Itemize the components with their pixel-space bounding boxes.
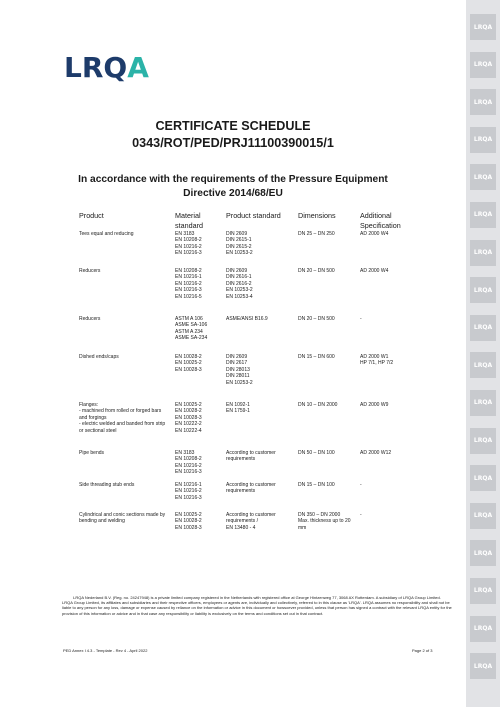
- row-6-product: Pipe bends: [79, 450, 105, 456]
- row-6-material: EN 3183 EN 10208-2 EN 10216-2 EN 10216-3: [175, 450, 202, 476]
- row-5-product: Flanges: - machined from rolled or forged bars and forgings - electric welded and banded from strip or sectional steel: [79, 402, 166, 434]
- row-2-standard: DIN 2609 DIN 2616-1 DIN 2616-2 EN 10253-2 EN 10253-4: [226, 268, 253, 300]
- row-7-material: EN 10216-1 EN 10216-2 EN 10216-3: [175, 482, 202, 501]
- row-4-product: Dished ends/caps: [79, 354, 119, 360]
- lrqa-strip-tile: LRQA: [470, 428, 496, 454]
- row-6-dimensions: DN 50 – DN 100: [298, 450, 335, 456]
- row-4-standard: DIN 2609 DIN 2617 DIN 28013 DIN 28011 EN 10253-2: [226, 354, 253, 386]
- side-brand-strip: [466, 0, 500, 707]
- row-5-additional: AD 2000 W9: [360, 402, 389, 408]
- lrqa-strip-tile: LRQA: [470, 89, 496, 115]
- row-8-standard: According to customer requirements / EN 13480 - 4: [226, 512, 276, 531]
- row-1-standard: DIN 2609 DIN 2615-1 DIN 2615-2 EN 10253-2: [226, 231, 253, 257]
- row-1-product: Tees equal and reducing: [79, 231, 134, 237]
- row-2-dimensions: DN 20 – DN 500: [298, 268, 335, 274]
- row-7-dimensions: DN 15 – DN 100: [298, 482, 335, 488]
- lrqa-strip-tile: LRQA: [470, 240, 496, 266]
- lrqa-strip-tile: LRQA: [470, 277, 496, 303]
- row-1-dimensions: DN 25 – DN 250: [298, 231, 335, 237]
- row-4-additional: AD 2000 W1 HP 7/1, HP 7/2: [360, 354, 394, 367]
- lrqa-strip-tile: LRQA: [470, 52, 496, 78]
- certificate-number: 0343/ROT/PED/PRJ11100390015/1: [132, 136, 334, 150]
- lrqa-strip-tile: LRQA: [470, 127, 496, 153]
- footer-template-ref: PED Annex I 4.3 - Template - Rev 4 - April 2022: [63, 648, 148, 653]
- row-3-dimensions: DN 20 – DN 500: [298, 316, 335, 322]
- row-7-standard: According to customer requirements: [226, 482, 276, 495]
- row-4-material: EN 10028-2 EN 10025-2 EN 10028-3: [175, 354, 202, 373]
- lrqa-strip-tile: LRQA: [470, 503, 496, 529]
- footer-page-number: Page 2 of 3: [412, 648, 433, 653]
- footnote-company: LRQA Nederland B.V. (Reg. no. 24247948) is a private limited company registered in the Netherlands with registered office at George Hintzenweg 77, 3068 AX Rotterdam. A subsidiary of LRQA Group Limited.: [73, 595, 441, 600]
- directive-subtitle: In accordance with the requirements of the Pressure Equipment Directive 2014/68/EU: [78, 174, 388, 199]
- header-product: Product: [79, 211, 104, 220]
- row-1-additional: AD 2000 W4: [360, 231, 389, 237]
- logo-text-accent: A: [127, 51, 149, 84]
- row-8-additional: -: [360, 512, 362, 518]
- lrqa-strip-tile: LRQA: [470, 390, 496, 416]
- row-3-material: ASTM A 106 ASME SA-106 ASTM A 234 ASME SA-234: [175, 316, 208, 342]
- lrqa-strip-tile: LRQA: [470, 578, 496, 604]
- header-product-standard: Product standard: [226, 211, 281, 220]
- row-1-material: EN 3183 EN 10208-2 EN 10216-2 EN 10216-3: [175, 231, 202, 257]
- footnote-liability: LRQA Group Limited, its affiliates and subsidiaries and their respective officers, employees or agents are, individually and collectively, referred to in this clause as 'LRQA'. LRQA assumes no responsibility and shall not be liable to any person for any loss, damage or expense caused by reliance on the information or advice in this document or howsoever provided, unless that person has signed a contract with the relevant LRQA entity for the provision of this information or advice and in that case any responsibility or liability is exclusively on the terms and conditions set out in that contract.: [62, 600, 452, 616]
- lrqa-strip-tile: LRQA: [470, 540, 496, 566]
- lrqa-strip-tile: LRQA: [470, 14, 496, 40]
- row-8-material: EN 10025-2 EN 10028-2 EN 10028-3: [175, 512, 202, 531]
- logo-text-main: LRQ: [64, 51, 128, 84]
- row-2-product: Reducers: [79, 268, 101, 274]
- row-5-standard: EN 1092-1 EN 1759-1: [226, 402, 250, 415]
- lrqa-strip-tile: LRQA: [470, 315, 496, 341]
- lrqa-strip-tile: LRQA: [470, 352, 496, 378]
- row-8-dimensions: DN 350 – DN 2000 Max. thickness up to 20 mm: [298, 512, 351, 531]
- lrqa-strip-tile: LRQA: [470, 653, 496, 679]
- row-7-product: Side threading stub ends: [79, 482, 135, 488]
- certificate-title: CERTIFICATE SCHEDULE: [155, 119, 311, 133]
- row-3-product: Reducers: [79, 316, 101, 322]
- legal-footnote: [62, 595, 452, 616]
- lrqa-strip-tile: LRQA: [470, 164, 496, 190]
- header-additional-specification: Additional Specification: [360, 211, 401, 230]
- row-5-material: EN 10025-2 EN 10028-2 EN 10028-3 EN 10222-2 EN 10222-4: [175, 402, 202, 434]
- row-6-additional: AD 2000 W12: [360, 450, 392, 456]
- lrqa-strip-tile: LRQA: [470, 202, 496, 228]
- header-material-standard: Material standard: [175, 211, 203, 230]
- row-3-standard: ASME/ANSI B16.9: [226, 316, 268, 322]
- row-8-product: Cylindrical and conic sections made by bending and welding: [79, 512, 166, 525]
- row-2-material: EN 10208-2 EN 10216-1 EN 10216-2 EN 10216-3 EN 10216-5: [175, 268, 202, 300]
- row-3-additional: -: [360, 316, 362, 322]
- row-5-dimensions: DN 10 – DN 2000: [298, 402, 338, 408]
- row-6-standard: According to customer requirements: [226, 450, 276, 463]
- row-4-dimensions: DN 15 – DN 600: [298, 354, 335, 360]
- lrqa-strip-tile: LRQA: [470, 616, 496, 642]
- header-dimensions: Dimensions: [298, 211, 336, 220]
- lrqa-strip-tile: LRQA: [470, 465, 496, 491]
- row-7-additional: -: [360, 482, 362, 488]
- row-2-additional: AD 2000 W4: [360, 268, 389, 274]
- lrqa-logo: [64, 51, 149, 84]
